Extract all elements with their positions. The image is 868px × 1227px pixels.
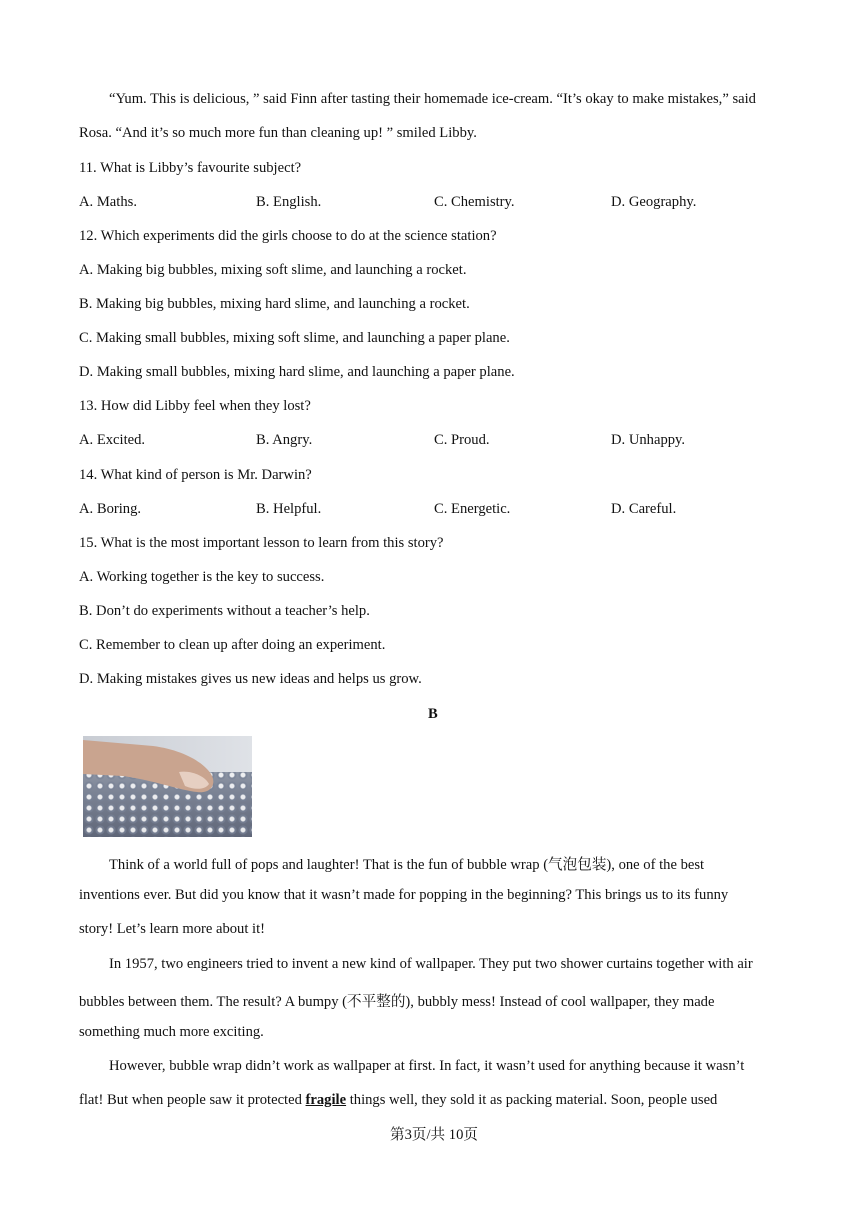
p3-text-after: things well, they sold it as packing material. Soon, people used (346, 1092, 718, 1108)
section-b-p1-line-1: Think of a world full of pops and laughter! That is the fun of bubble wrap (气泡包装), one of the best (109, 857, 705, 873)
section-b-p2-line-1: In 1957, two engineers tried to invent a new kind of wallpaper. They put two shower curtains together with air (109, 956, 753, 972)
question-11-stem: 11. What is Libby’s favourite subject? (79, 160, 302, 176)
passage-a-line-1: “Yum. This is delicious, ” said Finn after tasting their homemade ice-cream. “It’s okay to make mistakes,” said (109, 91, 756, 107)
passage-a-line-2: Rosa. “And it’s so much more fun than cleaning up! ” smiled Libby. (79, 125, 477, 141)
question-15-option-a: A. Working together is the key to success. (79, 569, 325, 585)
question-13-option-c: C. Proud. (434, 432, 490, 448)
question-13-option-b: B. Angry. (256, 432, 313, 448)
question-14-option-a: A. Boring. (79, 501, 142, 517)
question-12-option-d: D. Making small bubbles, mixing hard slime, and launching a paper plane. (79, 364, 515, 380)
finger-graphic (83, 736, 233, 796)
p3-text-before: flat! But when people saw it protected (79, 1092, 306, 1108)
question-14-stem: 14. What kind of person is Mr. Darwin? (79, 467, 312, 483)
bubble-wrap-photo (83, 736, 252, 837)
section-b-p2-line-2: bubbles between them. The result? A bumpy (不平整的), bubbly mess! Instead of cool wallpaper, they made (79, 994, 715, 1010)
question-14-option-d: D. Careful. (611, 501, 677, 517)
question-15-option-b: B. Don’t do experiments without a teacher’s help. (79, 603, 370, 619)
question-13-stem: 13. How did Libby feel when they lost? (79, 398, 311, 414)
question-11-option-d: D. Geography. (611, 194, 697, 210)
question-12-stem: 12. Which experiments did the girls choose to do at the science station? (79, 228, 497, 244)
section-b-p1-line-3: story! Let’s learn more about it! (79, 921, 266, 937)
section-b-p1-line-2: inventions ever. But did you know that it wasn’t made for popping in the beginning? This brings us to its funny (79, 887, 729, 903)
question-12-option-a: A. Making big bubbles, mixing soft slime, and launching a rocket. (79, 262, 467, 278)
question-12-option-b: B. Making big bubbles, mixing hard slime, and launching a rocket. (79, 296, 470, 312)
question-12-option-c: C. Making small bubbles, mixing soft slime, and launching a paper plane. (79, 330, 510, 346)
question-13-option-d: D. Unhappy. (611, 432, 686, 448)
question-13-option-a: A. Excited. (79, 432, 146, 448)
section-b-heading: B (428, 706, 438, 722)
question-11-option-b: B. English. (256, 194, 322, 210)
section-b-p3-line-1: However, bubble wrap didn’t work as wallpaper at first. In fact, it wasn’t used for anything because it wasn’t (109, 1058, 745, 1074)
question-15-option-d: D. Making mistakes gives us new ideas and helps us grow. (79, 671, 422, 687)
question-15-stem: 15. What is the most important lesson to learn from this story? (79, 535, 444, 551)
page-number-footer: 第3页/共 10页 (390, 1127, 478, 1143)
question-14-option-b: B. Helpful. (256, 501, 322, 517)
section-b-p3-line-2 (79, 1092, 717, 1109)
keyword-fragile: fragile (305, 1092, 347, 1108)
question-11-option-c: C. Chemistry. (434, 194, 515, 210)
question-11-option-a: A. Maths. (79, 194, 137, 210)
section-b-p2-line-3: something much more exciting. (79, 1024, 264, 1040)
question-15-option-c: C. Remember to clean up after doing an experiment. (79, 637, 386, 653)
question-14-option-c: C. Energetic. (434, 501, 511, 517)
